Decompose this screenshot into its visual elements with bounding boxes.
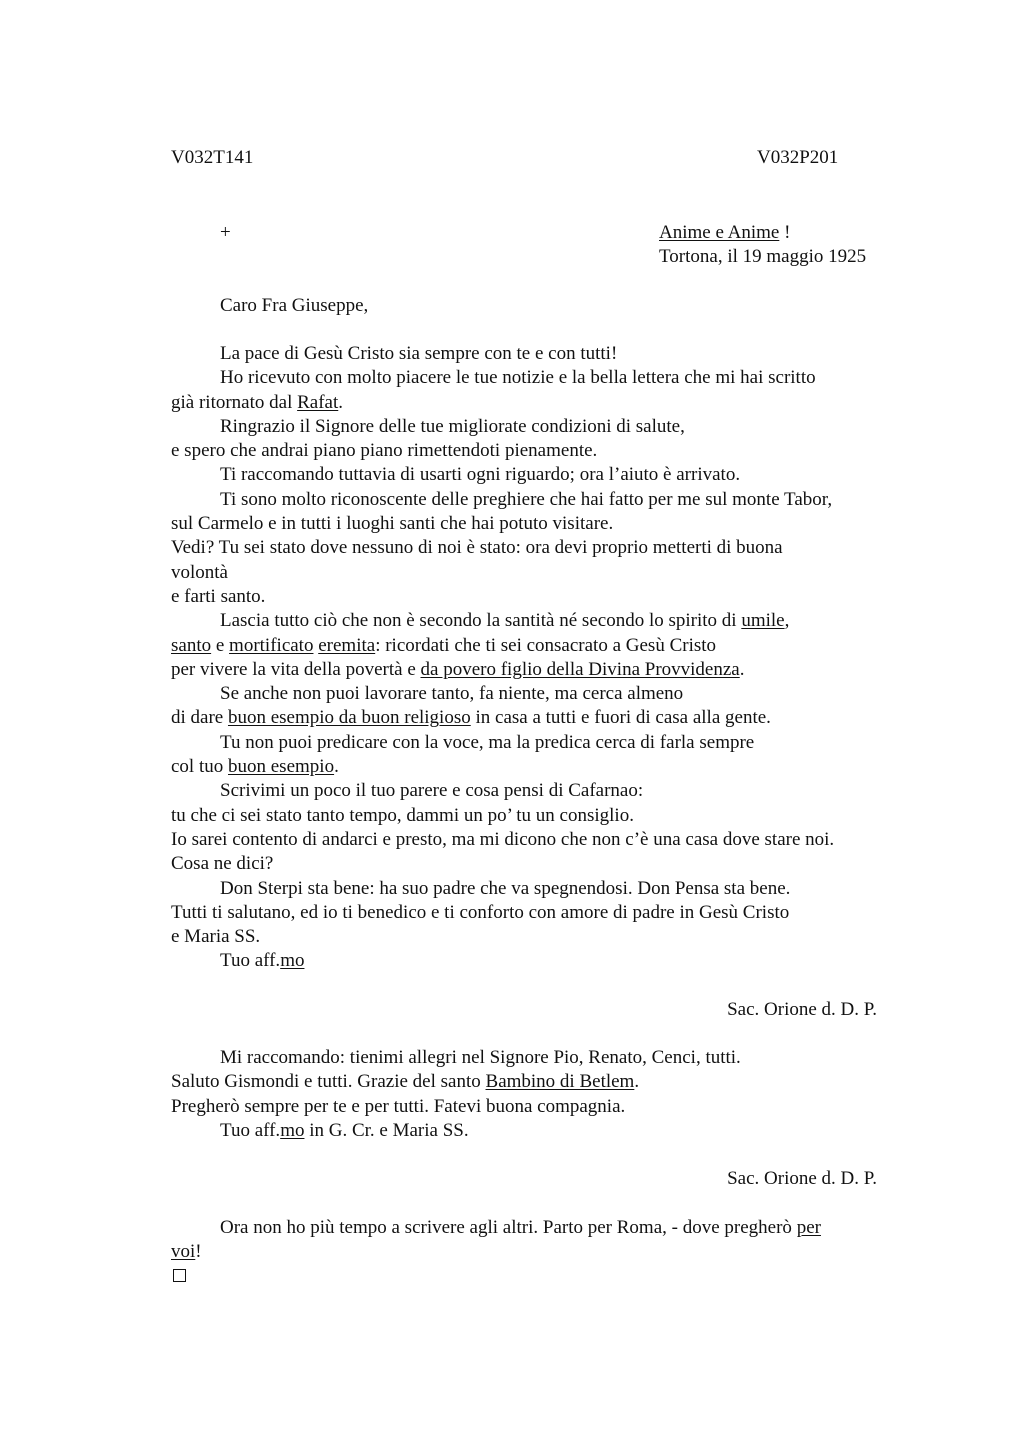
underlined-text: mo: [280, 950, 305, 972]
text-span: e: [211, 634, 230, 656]
underlined-text: umile: [741, 610, 785, 632]
letter-line: Se anche non puoi lavorare tanto, fa niente, ma cerca almeno: [220, 683, 684, 705]
text-span: col tuo: [171, 756, 228, 778]
letter-line: Ti sono molto riconoscente delle preghiere che hai fatto per me sul monte Tabor,: [220, 488, 833, 510]
motto: [659, 221, 790, 245]
letter-line: Ti raccomando tuttavia di usarti ogni riguardo; ora l’aiuto è arrivato.: [220, 464, 741, 486]
underlined-text: voi: [171, 1240, 196, 1262]
text-span: Tuo aff.: [220, 950, 281, 972]
underlined-text: eremita: [318, 634, 376, 656]
letter-line: [171, 949, 901, 973]
letter-line: Io sarei contento di andarci e presto, ma mi dicono che non c’è una casa dove stare noi.: [171, 828, 835, 850]
spacer: [171, 1192, 901, 1216]
underlined-text: santo: [171, 634, 212, 656]
place-date: Tortona, il 19 maggio 1925: [659, 246, 867, 267]
letter-line: [171, 658, 901, 682]
underlined-text: mo: [280, 1119, 305, 1141]
text-span: già ritornato dal: [171, 391, 298, 413]
letter-line: sul Carmelo e in tutti i luoghi santi che hai potuto visitare.: [171, 513, 614, 535]
text-span: .: [338, 391, 344, 413]
spacer: [171, 1143, 901, 1167]
letter-line: volontà: [171, 561, 228, 583]
header-right-code: V032P201: [757, 147, 839, 168]
cross-mark: +: [220, 222, 231, 243]
motto-text: Anime e Anime: [659, 222, 780, 243]
letter-line: Don Sterpi sta bene: ha suo padre che va spegnendosi. Don Pensa sta bene.: [220, 877, 791, 899]
text-span: Lascia tutto ciò che non è secondo la santità né secondo lo spirito di: [220, 610, 742, 632]
letter-line: e farti santo.: [171, 585, 266, 607]
underlined-text: per: [796, 1216, 821, 1238]
letter-line: Cosa ne dici?: [171, 853, 274, 875]
letter-line: [171, 609, 901, 633]
text-span: .: [634, 1071, 640, 1093]
postscript-line: Mi raccomando: tienimi allegri nel Signore Pio, Renato, Cenci, tutti.: [220, 1047, 741, 1069]
spacer: [171, 974, 901, 998]
letter-line: Ho ricevuto con molto piacere le tue notizie e la bella lettera che mi hai scritto: [220, 367, 816, 389]
letter-line: Vedi? Tu sei stato dove nessuno di noi è stato: ora devi proprio metterti di buona: [171, 537, 783, 559]
text-span: Tuo aff.: [220, 1119, 281, 1141]
closing-line: [171, 1216, 901, 1240]
spacer: [171, 1022, 901, 1046]
letter-line: La pace di Gesù Cristo sia sempre con te e con tutti!: [220, 343, 618, 364]
text-span: in G. Cr. e Maria SS.: [304, 1119, 469, 1141]
letter-line: [171, 391, 901, 415]
letter-line: [171, 706, 901, 730]
text-span: : ricordati che ti sei consacrato a Gesù Cristo: [375, 634, 717, 656]
postscript-line: [171, 1119, 901, 1143]
text-span: !: [195, 1240, 202, 1262]
text-span: ,: [784, 610, 790, 632]
underlined-text: mortificato: [229, 634, 314, 656]
postscript-line: Pregherò sempre per te e per tutti. Fatevi buona compagnia.: [171, 1095, 626, 1117]
letter-line: e Maria SS.: [171, 926, 261, 948]
text-span: in casa a tutti e fuori di casa alla gente.: [470, 707, 771, 729]
letter-body: [171, 342, 901, 1288]
signature: Sac. Orione d. D. P.: [727, 1168, 877, 1190]
postscript-line: [171, 1070, 901, 1094]
text-span: per vivere la vita della povertà e: [171, 658, 421, 680]
letter-line: e spero che andrai piano piano rimettendoti pienamente.: [171, 440, 598, 462]
letter-line: [171, 755, 901, 779]
end-marker: [171, 1264, 901, 1288]
underlined-text: Rafat: [297, 391, 339, 413]
text-span: Ora non ho più tempo a scrivere agli altri. Parto per Roma, - dove pregherò: [220, 1216, 797, 1238]
closing-line: [171, 1240, 901, 1264]
letter-line: tu che ci sei stato tanto tempo, dammi un po’ tu un consiglio.: [171, 804, 634, 826]
end-box-icon: [173, 1269, 186, 1282]
letter-line: [171, 634, 901, 658]
underlined-text: da povero figlio della Divina Provvidenza: [420, 658, 740, 680]
letter-line: Tutti ti salutano, ed io ti benedico e ti conforto con amore di padre in Gesù Cristo: [171, 901, 790, 923]
underlined-text: buon esempio: [228, 756, 335, 778]
letter-line: Ringrazio il Signore delle tue migliorate condizioni di salute,: [220, 415, 685, 437]
signature: Sac. Orione d. D. P.: [727, 998, 877, 1020]
greeting: Caro Fra Giuseppe,: [220, 295, 369, 316]
text-span: di dare: [171, 707, 228, 729]
underlined-text: Bambino di Betlem: [485, 1071, 635, 1093]
letter-line: Tu non puoi predicare con la voce, ma la predica cerca di farla sempre: [220, 731, 755, 753]
text-span: Saluto Gismondi e tutti. Grazie del santo: [171, 1071, 486, 1093]
underlined-text: buon esempio da buon religioso: [227, 707, 471, 729]
text-span: .: [334, 756, 339, 778]
text-span: .: [739, 658, 745, 680]
letter-line: Scrivimi un poco il tuo parere e cosa pensi di Cafarnao:: [220, 780, 644, 802]
header-left-code: V032T141: [171, 147, 254, 168]
motto-exclamation: !: [779, 222, 791, 243]
